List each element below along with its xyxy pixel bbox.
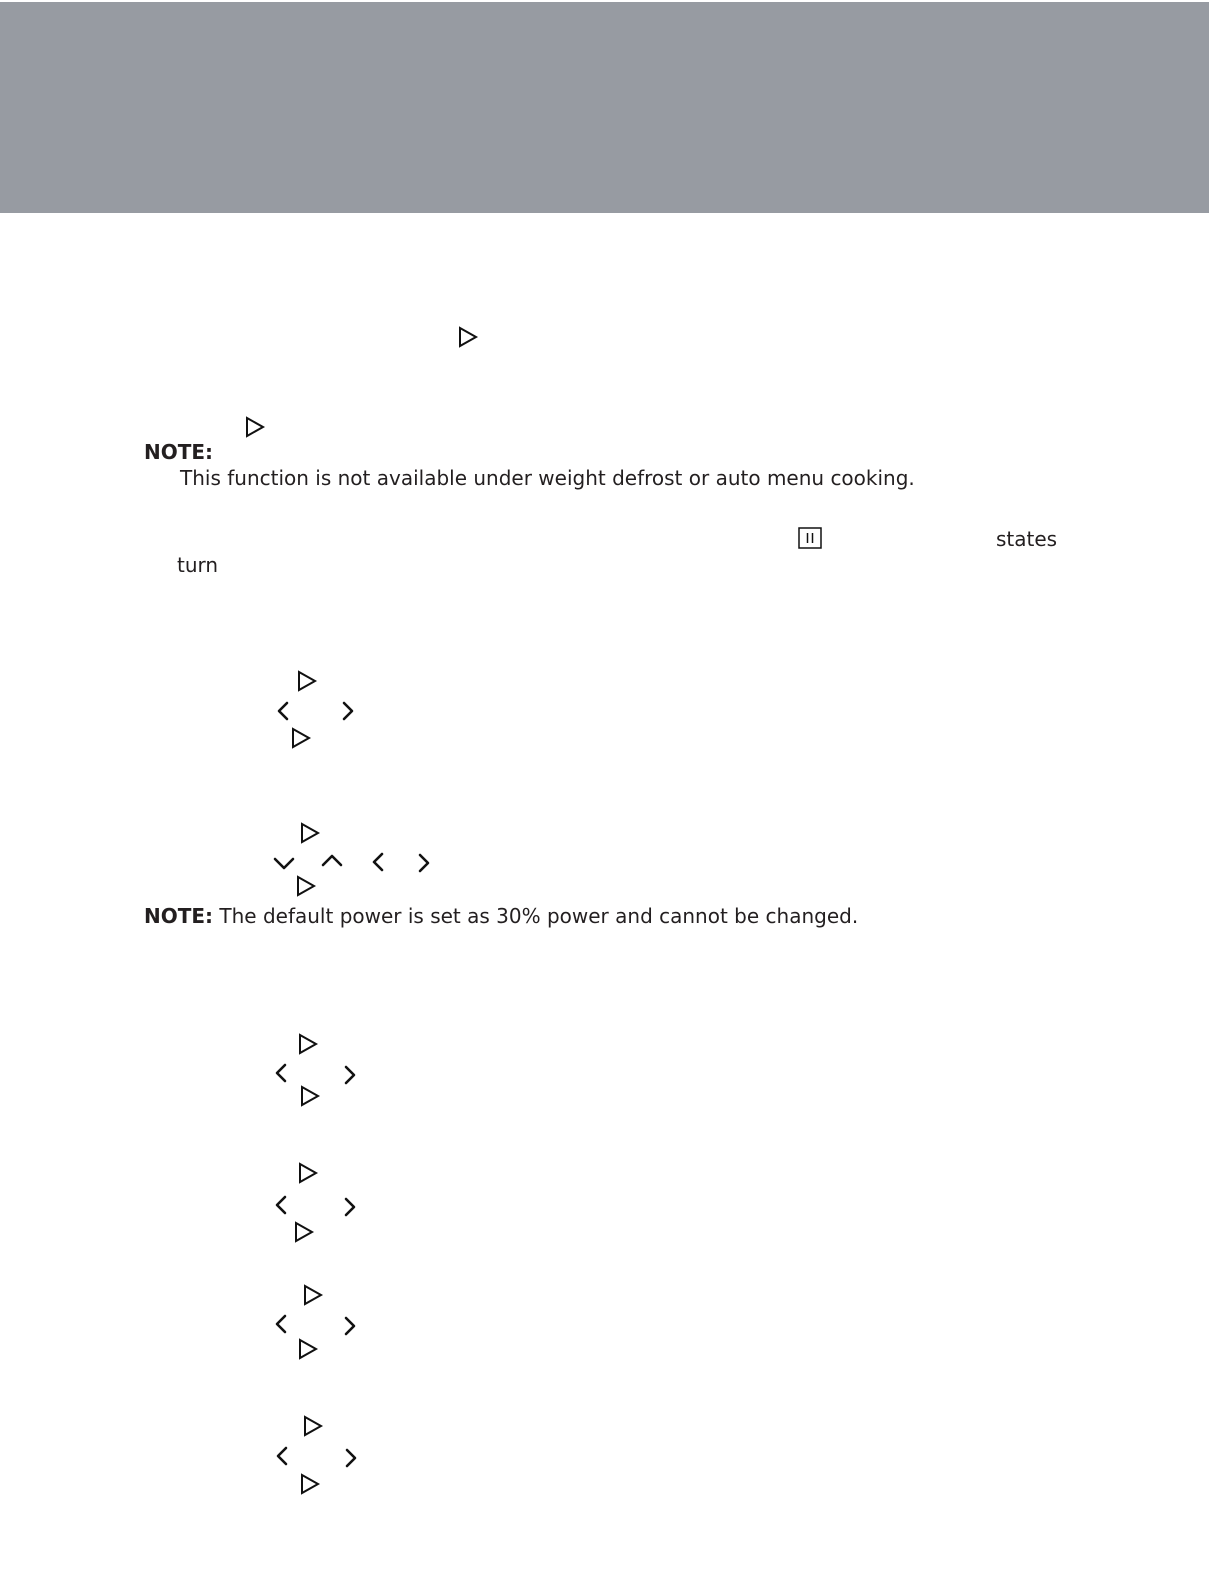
start-triangle-icon <box>298 671 316 691</box>
start-triangle-icon <box>301 1086 319 1106</box>
start-triangle-icon <box>299 1163 317 1183</box>
chevron-right-icon <box>418 853 430 873</box>
chevron-left-icon <box>276 1446 288 1466</box>
note-text: The default power is set as 30% power and cannot be changed. <box>219 904 859 928</box>
header-band <box>0 2 1209 213</box>
start-triangle-icon <box>304 1416 322 1436</box>
start-triangle-icon <box>297 876 315 896</box>
chevron-left-icon <box>275 1063 287 1083</box>
start-triangle-icon <box>295 1222 313 1242</box>
chevron-left-icon <box>275 1195 287 1215</box>
chevron-down-icon <box>273 856 295 870</box>
note-text: This function is not available under weight defrost or auto menu cooking. <box>180 466 915 490</box>
start-triangle-icon <box>459 327 477 347</box>
chevron-right-icon <box>345 1448 357 1468</box>
start-triangle-icon <box>292 728 310 748</box>
chevron-right-icon <box>344 1065 356 1085</box>
start-triangle-icon <box>299 1339 317 1359</box>
start-triangle-icon <box>304 1285 322 1305</box>
chevron-right-icon <box>344 1316 356 1336</box>
chevron-right-icon <box>342 701 354 721</box>
start-triangle-icon <box>301 823 319 843</box>
turn-text: turn <box>177 553 219 577</box>
chevron-right-icon <box>344 1197 356 1217</box>
pause-box-icon <box>798 527 822 549</box>
chevron-left-icon <box>372 852 384 872</box>
start-triangle-icon <box>299 1034 317 1054</box>
note-default-power <box>144 904 858 928</box>
chevron-left-icon <box>275 1314 287 1334</box>
states-text: states <box>996 527 1058 551</box>
chevron-left-icon <box>277 701 289 721</box>
note-label: NOTE: <box>144 440 214 464</box>
start-triangle-icon <box>301 1474 319 1494</box>
start-triangle-icon <box>246 417 264 437</box>
chevron-up-icon <box>321 854 343 868</box>
note-label: NOTE: <box>144 904 214 928</box>
